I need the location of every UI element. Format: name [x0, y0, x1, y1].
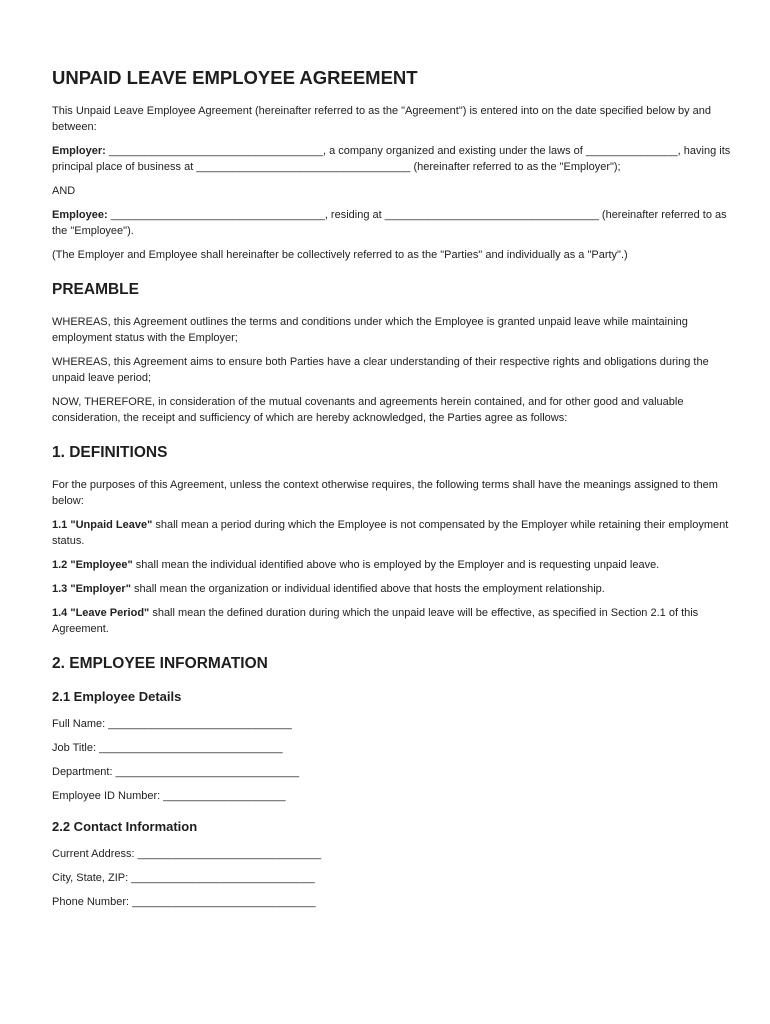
employer-text: ___________________________________, a company organized and existing under the laws of _______________, having its principal place of business at ___________________________________ (hereinafter referred to as the "Employer"); [52, 145, 731, 173]
and-text: AND [52, 185, 76, 197]
preamble-heading: PREAMBLE [52, 281, 139, 298]
document-title: UNPAID LEAVE EMPLOYEE AGREEMENT [52, 67, 418, 88]
contact-information-heading: 2.2 Contact Information [52, 819, 198, 834]
preamble-section [52, 280, 732, 426]
definition-text: shall mean the defined duration during which the unpaid leave will be effective, as specified in Section 2.1 of this Agreement. [52, 607, 699, 635]
employer-clause [52, 143, 732, 175]
definitions-intro: For the purposes of this Agreement, unless the context otherwise requires, the following terms shall have the meanings assigned to them below: [52, 479, 718, 507]
employee-id-field[interactable]: Employee ID Number: ____________________ [52, 790, 286, 802]
preamble-paragraph: WHEREAS, this Agreement outlines the terms and conditions under which the Employee is granted unpaid leave while maintaining employment status with the Employer; [52, 316, 688, 344]
city-state-zip-field[interactable]: City, State, ZIP: ______________________________ [52, 872, 315, 884]
phone-number-field[interactable]: Phone Number: ______________________________ [52, 896, 316, 908]
preamble-paragraph: WHEREAS, this Agreement aims to ensure both Parties have a clear understanding of their respective rights and obligations during the unpaid leave period; [52, 356, 709, 384]
definition-text: shall mean a period during which the Employee is not compensated by the Employer while retaining their employment status. [52, 519, 729, 547]
definitions-heading: 1. DEFINITIONS [52, 444, 168, 461]
definition-term: 1.1 "Unpaid Leave" [52, 519, 153, 531]
employee-text: ___________________________________, residing at ___________________________________ (hereinafter referred to as the "Employee"). [52, 209, 727, 237]
employee-clause [52, 207, 732, 239]
definition-text: shall mean the individual identified above who is employed by the Employer and is requesting unpaid leave. [132, 559, 660, 571]
intro-paragraph: This Unpaid Leave Employee Agreement (hereinafter referred to as the "Agreement") is entered into on the date specified below by and between: [52, 105, 712, 133]
definition-term: 1.2 "Employee" [52, 559, 133, 571]
employee-information-heading: 2. EMPLOYEE INFORMATION [52, 655, 268, 672]
employee-information-section [52, 654, 732, 910]
definition-text: shall mean the organization or individual identified above that hosts the employment relationship. [130, 583, 605, 595]
definition-item [52, 605, 732, 637]
employee-label: Employee: [52, 209, 108, 221]
employer-label: Employer: [52, 145, 106, 157]
definition-item [52, 581, 732, 597]
employee-details-heading: 2.1 Employee Details [52, 689, 182, 704]
preamble-paragraph: NOW, THEREFORE, in consideration of the mutual covenants and agreements herein contained, and for other good and valuable consideration, the receipt and sufficiency of which are hereby acknowledged, the Parties agree as follows: [52, 396, 684, 424]
definition-item [52, 517, 732, 549]
job-title-field[interactable]: Job Title: ______________________________ [52, 742, 283, 754]
agreement-document [52, 66, 732, 918]
definition-term: 1.3 "Employer" [52, 583, 131, 595]
parties-note: (The Employer and Employee shall hereinafter be collectively referred to as the "Parties" and individually as a "Party".) [52, 249, 628, 261]
definition-term: 1.4 "Leave Period" [52, 607, 150, 619]
definitions-section [52, 443, 732, 637]
department-field[interactable]: Department: ______________________________ [52, 766, 300, 778]
current-address-field[interactable]: Current Address: ______________________________ [52, 848, 322, 860]
full-name-field[interactable]: Full Name: ______________________________ [52, 718, 292, 730]
definition-item [52, 557, 732, 573]
